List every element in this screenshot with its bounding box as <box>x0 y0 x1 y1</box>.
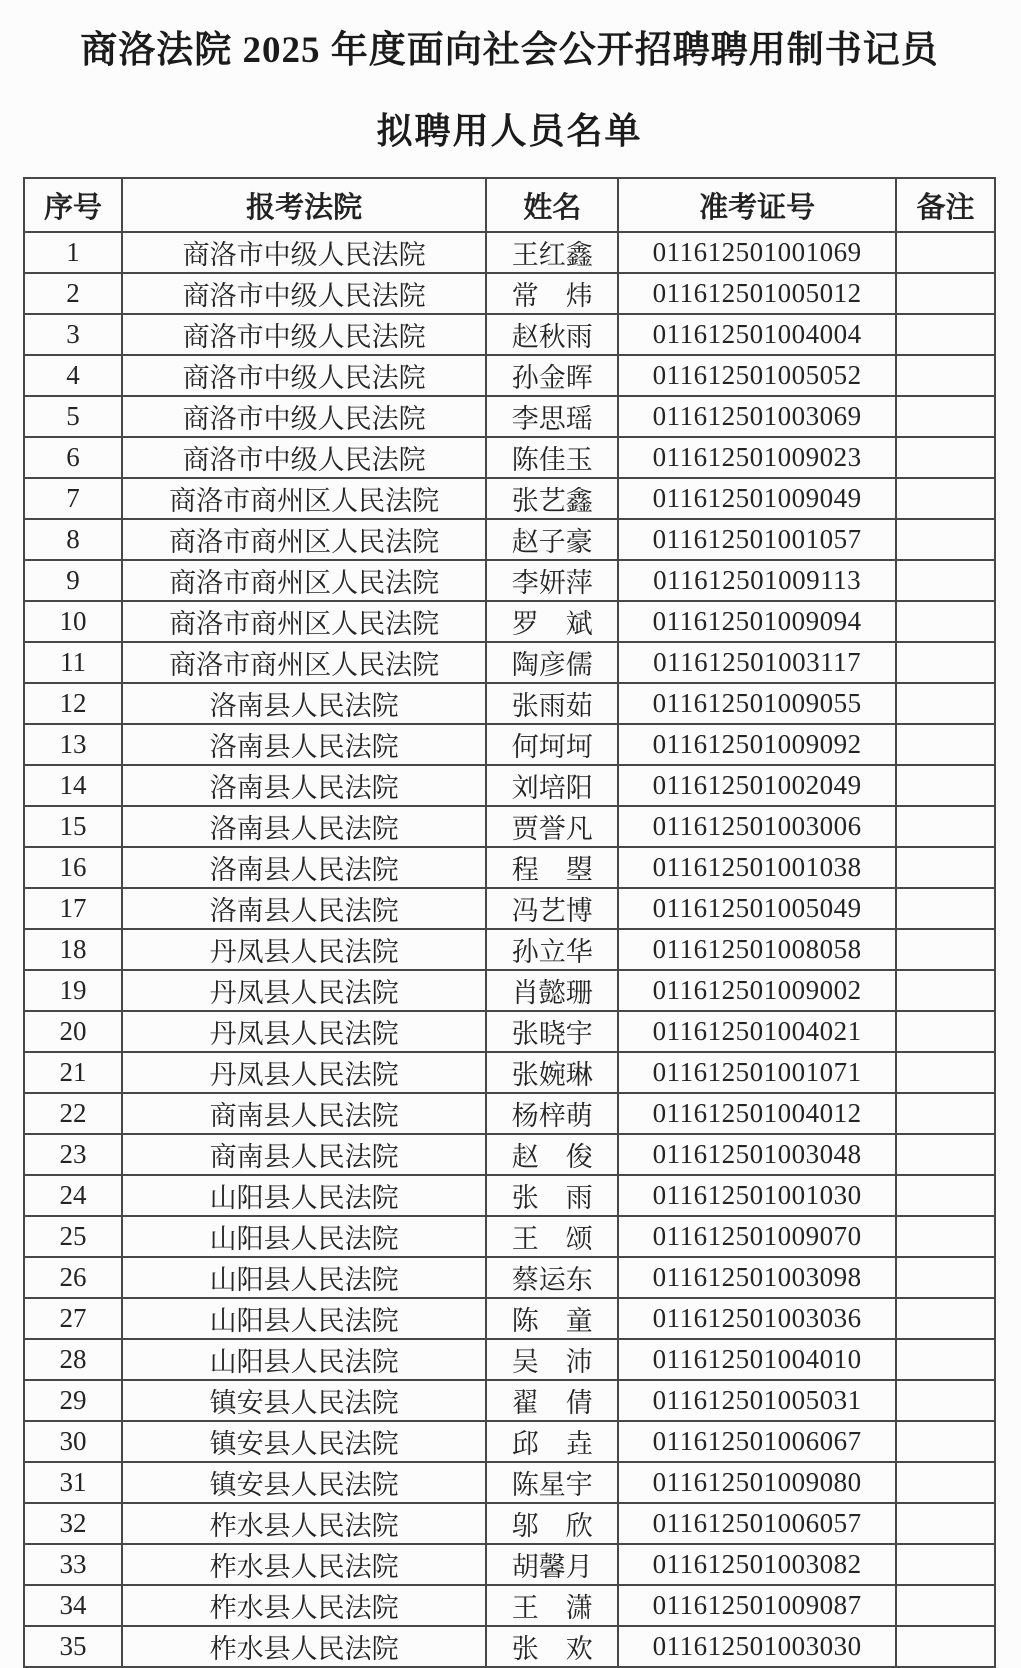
serial-cell: 25 <box>24 1216 122 1257</box>
court-cell: 山阳县人民法院 <box>122 1175 486 1216</box>
table-row <box>24 314 995 355</box>
serial-cell: 13 <box>24 724 122 765</box>
remark-cell <box>896 1380 995 1421</box>
court-cell: 山阳县人民法院 <box>122 1216 486 1257</box>
remark-cell <box>896 683 995 724</box>
court-cell: 柞水县人民法院 <box>122 1544 486 1585</box>
court-cell: 丹凤县人民法院 <box>122 1011 486 1052</box>
column-header-remark: 备注 <box>896 178 995 232</box>
name-cell: 张婉琳 <box>486 1052 618 1093</box>
serial-cell: 33 <box>24 1544 122 1585</box>
serial-cell: 24 <box>24 1175 122 1216</box>
remark-cell <box>896 355 995 396</box>
name-cell: 程 曌 <box>486 847 618 888</box>
serial-cell: 30 <box>24 1421 122 1462</box>
ticket-cell: 011612501009023 <box>618 437 896 478</box>
court-cell: 丹凤县人民法院 <box>122 1052 486 1093</box>
serial-cell: 16 <box>24 847 122 888</box>
court-cell: 柞水县人民法院 <box>122 1585 486 1626</box>
name-cell: 冯艺博 <box>486 888 618 929</box>
remark-cell <box>896 1134 995 1175</box>
ticket-cell: 011612501004012 <box>618 1093 896 1134</box>
document-subtitle: 拟聘用人员名单 <box>376 111 643 152</box>
name-cell: 罗 斌 <box>486 601 618 642</box>
remark-cell <box>896 1421 995 1462</box>
name-cell: 王 潇 <box>486 1585 618 1626</box>
remark-cell <box>896 1093 995 1134</box>
remark-cell <box>896 560 995 601</box>
serial-cell: 6 <box>24 437 122 478</box>
table-row <box>24 396 995 437</box>
serial-cell: 26 <box>24 1257 122 1298</box>
table-row <box>24 232 995 273</box>
court-cell: 洛南县人民法院 <box>122 683 486 724</box>
remark-cell <box>896 970 995 1011</box>
remark-cell <box>896 1298 995 1339</box>
remark-cell <box>896 1544 995 1585</box>
remark-cell <box>896 273 995 314</box>
serial-cell: 22 <box>24 1093 122 1134</box>
serial-cell: 5 <box>24 396 122 437</box>
remark-cell <box>896 1052 995 1093</box>
table-row <box>24 1134 995 1175</box>
table-row <box>24 1216 995 1257</box>
court-cell: 镇安县人民法院 <box>122 1380 486 1421</box>
court-cell: 山阳县人民法院 <box>122 1257 486 1298</box>
ticket-cell: 011612501001038 <box>618 847 896 888</box>
serial-cell: 10 <box>24 601 122 642</box>
name-cell: 孙金晖 <box>486 355 618 396</box>
table-row <box>24 1011 995 1052</box>
table-row <box>24 1421 995 1462</box>
ticket-cell: 011612501005049 <box>618 888 896 929</box>
table-row <box>24 1503 995 1544</box>
name-cell: 李妍萍 <box>486 560 618 601</box>
court-cell: 商南县人民法院 <box>122 1134 486 1175</box>
table-row <box>24 519 995 560</box>
ticket-cell: 011612501001069 <box>618 232 896 273</box>
serial-cell: 14 <box>24 765 122 806</box>
serial-cell: 35 <box>24 1626 122 1667</box>
remark-cell <box>896 478 995 519</box>
name-cell: 陶彦儒 <box>486 642 618 683</box>
table-row <box>24 273 995 314</box>
serial-cell: 19 <box>24 970 122 1011</box>
name-cell: 刘培阳 <box>486 765 618 806</box>
ticket-cell: 011612501005031 <box>618 1380 896 1421</box>
ticket-cell: 011612501003098 <box>618 1257 896 1298</box>
table-row <box>24 888 995 929</box>
ticket-cell: 011612501006057 <box>618 1503 896 1544</box>
name-cell: 陈星宇 <box>486 1462 618 1503</box>
remark-cell <box>896 724 995 765</box>
court-cell: 商洛市中级人民法院 <box>122 437 486 478</box>
name-cell: 赵子豪 <box>486 519 618 560</box>
table-row <box>24 1052 995 1093</box>
table-row <box>24 929 995 970</box>
table-row <box>24 847 995 888</box>
remark-cell <box>896 765 995 806</box>
table-row <box>24 1175 995 1216</box>
roster-table <box>23 177 996 1668</box>
serial-cell: 34 <box>24 1585 122 1626</box>
ticket-cell: 011612501004021 <box>618 1011 896 1052</box>
remark-cell <box>896 929 995 970</box>
name-cell: 邬 欣 <box>486 1503 618 1544</box>
name-cell: 吴 沛 <box>486 1339 618 1380</box>
name-cell: 张艺鑫 <box>486 478 618 519</box>
remark-cell <box>896 437 995 478</box>
remark-cell <box>896 1257 995 1298</box>
name-cell: 赵秋雨 <box>486 314 618 355</box>
serial-cell: 29 <box>24 1380 122 1421</box>
remark-cell <box>896 642 995 683</box>
ticket-cell: 011612501009092 <box>618 724 896 765</box>
table-row <box>24 437 995 478</box>
table-row <box>24 1339 995 1380</box>
table-body <box>24 232 995 1667</box>
document-title: 商洛法院 2025 年度面向社会公开招聘聘用制书记员 <box>80 30 939 71</box>
column-header-ticket: 准考证号 <box>618 178 896 232</box>
court-cell: 柞水县人民法院 <box>122 1503 486 1544</box>
name-cell: 胡馨月 <box>486 1544 618 1585</box>
court-cell: 商洛市中级人民法院 <box>122 232 486 273</box>
ticket-cell: 011612501003048 <box>618 1134 896 1175</box>
ticket-cell: 011612501001030 <box>618 1175 896 1216</box>
name-cell: 王红鑫 <box>486 232 618 273</box>
ticket-cell: 011612501004010 <box>618 1339 896 1380</box>
name-cell: 肖懿珊 <box>486 970 618 1011</box>
remark-cell <box>896 1462 995 1503</box>
table-row <box>24 765 995 806</box>
serial-cell: 3 <box>24 314 122 355</box>
serial-cell: 20 <box>24 1011 122 1052</box>
column-header-serial: 序号 <box>24 178 122 232</box>
ticket-cell: 011612501008058 <box>618 929 896 970</box>
name-cell: 李思瑶 <box>486 396 618 437</box>
court-cell: 商洛市商州区人民法院 <box>122 642 486 683</box>
table-row <box>24 724 995 765</box>
serial-cell: 9 <box>24 560 122 601</box>
name-cell: 陈佳玉 <box>486 437 618 478</box>
serial-cell: 12 <box>24 683 122 724</box>
name-cell: 常 炜 <box>486 273 618 314</box>
serial-cell: 31 <box>24 1462 122 1503</box>
court-cell: 商洛市商州区人民法院 <box>122 478 486 519</box>
name-cell: 赵 俊 <box>486 1134 618 1175</box>
remark-cell <box>896 1339 995 1380</box>
name-cell: 翟 倩 <box>486 1380 618 1421</box>
serial-cell: 1 <box>24 232 122 273</box>
court-cell: 商洛市中级人民法院 <box>122 273 486 314</box>
court-cell: 商洛市商州区人民法院 <box>122 601 486 642</box>
remark-cell <box>896 847 995 888</box>
serial-cell: 11 <box>24 642 122 683</box>
court-cell: 洛南县人民法院 <box>122 806 486 847</box>
ticket-cell: 011612501001071 <box>618 1052 896 1093</box>
remark-cell <box>896 314 995 355</box>
name-cell: 邱 垚 <box>486 1421 618 1462</box>
ticket-cell: 011612501003006 <box>618 806 896 847</box>
name-cell: 杨梓萌 <box>486 1093 618 1134</box>
table-row <box>24 1462 995 1503</box>
serial-cell: 15 <box>24 806 122 847</box>
table-row <box>24 683 995 724</box>
name-cell: 贾誉凡 <box>486 806 618 847</box>
serial-cell: 4 <box>24 355 122 396</box>
remark-cell <box>896 1175 995 1216</box>
ticket-cell: 011612501003030 <box>618 1626 896 1667</box>
court-cell: 镇安县人民法院 <box>122 1421 486 1462</box>
table-row <box>24 1544 995 1585</box>
header-row <box>24 178 995 232</box>
court-cell: 丹凤县人民法院 <box>122 929 486 970</box>
name-cell: 张晓宇 <box>486 1011 618 1052</box>
court-cell: 柞水县人民法院 <box>122 1626 486 1667</box>
table-row <box>24 1626 995 1667</box>
table-header <box>24 178 995 232</box>
name-cell: 孙立华 <box>486 929 618 970</box>
column-header-court: 报考法院 <box>122 178 486 232</box>
table-row <box>24 970 995 1011</box>
court-cell: 镇安县人民法院 <box>122 1462 486 1503</box>
serial-cell: 17 <box>24 888 122 929</box>
ticket-cell: 011612501009002 <box>618 970 896 1011</box>
ticket-cell: 011612501009094 <box>618 601 896 642</box>
remark-cell <box>896 1585 995 1626</box>
serial-cell: 18 <box>24 929 122 970</box>
ticket-cell: 011612501009087 <box>618 1585 896 1626</box>
name-cell: 张雨茹 <box>486 683 618 724</box>
court-cell: 丹凤县人民法院 <box>122 970 486 1011</box>
ticket-cell: 011612501003036 <box>618 1298 896 1339</box>
serial-cell: 28 <box>24 1339 122 1380</box>
ticket-cell: 011612501009113 <box>618 560 896 601</box>
table-row <box>24 1585 995 1626</box>
ticket-cell: 011612501005052 <box>618 355 896 396</box>
remark-cell <box>896 1503 995 1544</box>
remark-cell <box>896 888 995 929</box>
serial-cell: 32 <box>24 1503 122 1544</box>
ticket-cell: 011612501006067 <box>618 1421 896 1462</box>
serial-cell: 8 <box>24 519 122 560</box>
court-cell: 洛南县人民法院 <box>122 888 486 929</box>
remark-cell <box>896 396 995 437</box>
ticket-cell: 011612501009080 <box>618 1462 896 1503</box>
ticket-cell: 011612501009049 <box>618 478 896 519</box>
serial-cell: 7 <box>24 478 122 519</box>
remark-cell <box>896 806 995 847</box>
table-row <box>24 642 995 683</box>
remark-cell <box>896 1216 995 1257</box>
ticket-cell: 011612501009055 <box>618 683 896 724</box>
court-cell: 商洛市中级人民法院 <box>122 314 486 355</box>
remark-cell <box>896 232 995 273</box>
table-row <box>24 355 995 396</box>
serial-cell: 21 <box>24 1052 122 1093</box>
ticket-cell: 011612501003069 <box>618 396 896 437</box>
table-row <box>24 1093 995 1134</box>
court-cell: 商南县人民法院 <box>122 1093 486 1134</box>
ticket-cell: 011612501009070 <box>618 1216 896 1257</box>
table-row <box>24 1298 995 1339</box>
table-row <box>24 560 995 601</box>
table-row <box>24 601 995 642</box>
remark-cell <box>896 601 995 642</box>
ticket-cell: 011612501001057 <box>618 519 896 560</box>
remark-cell <box>896 1011 995 1052</box>
remark-cell <box>896 1626 995 1667</box>
table-row <box>24 806 995 847</box>
court-cell: 山阳县人民法院 <box>122 1298 486 1339</box>
ticket-cell: 011612501005012 <box>618 273 896 314</box>
ticket-cell: 011612501004004 <box>618 314 896 355</box>
name-cell: 王 颂 <box>486 1216 618 1257</box>
court-cell: 洛南县人民法院 <box>122 724 486 765</box>
ticket-cell: 011612501002049 <box>618 765 896 806</box>
serial-cell: 27 <box>24 1298 122 1339</box>
court-cell: 商洛市商州区人民法院 <box>122 519 486 560</box>
table-row <box>24 478 995 519</box>
court-cell: 商洛市中级人民法院 <box>122 396 486 437</box>
court-cell: 洛南县人民法院 <box>122 765 486 806</box>
table-row <box>24 1257 995 1298</box>
serial-cell: 2 <box>24 273 122 314</box>
remark-cell <box>896 519 995 560</box>
ticket-cell: 011612501003117 <box>618 642 896 683</box>
name-cell: 张 欢 <box>486 1626 618 1667</box>
column-header-name: 姓名 <box>486 178 618 232</box>
serial-cell: 23 <box>24 1134 122 1175</box>
ticket-cell: 011612501003082 <box>618 1544 896 1585</box>
name-cell: 陈 童 <box>486 1298 618 1339</box>
name-cell: 张 雨 <box>486 1175 618 1216</box>
name-cell: 蔡运东 <box>486 1257 618 1298</box>
court-cell: 山阳县人民法院 <box>122 1339 486 1380</box>
court-cell: 洛南县人民法院 <box>122 847 486 888</box>
court-cell: 商洛市商州区人民法院 <box>122 560 486 601</box>
table-row <box>24 1380 995 1421</box>
name-cell: 何坷坷 <box>486 724 618 765</box>
court-cell: 商洛市中级人民法院 <box>122 355 486 396</box>
